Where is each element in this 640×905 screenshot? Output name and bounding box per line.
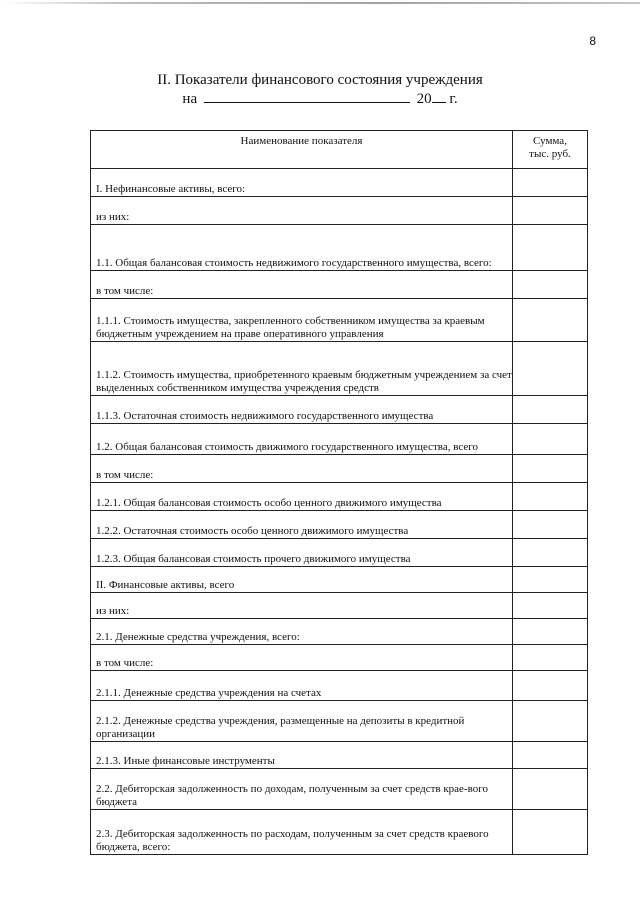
row-value bbox=[513, 197, 588, 225]
row-value bbox=[513, 701, 588, 742]
row-value bbox=[513, 271, 588, 299]
row-value bbox=[513, 225, 588, 271]
table-row bbox=[91, 225, 588, 271]
page-number: 8 bbox=[589, 34, 596, 48]
row-value bbox=[513, 511, 588, 539]
row-label: 2.1. Денежные средства учреждения, всего: bbox=[91, 619, 513, 645]
row-label: I. Нефинансовые активы, всего: bbox=[91, 169, 513, 197]
row-value bbox=[513, 455, 588, 483]
year-prefix: 20 bbox=[416, 91, 432, 107]
row-value bbox=[513, 810, 588, 855]
table-row bbox=[91, 593, 588, 619]
row-label: 2.1.1. Денежные средства учреждения на счетах bbox=[91, 671, 513, 701]
row-label: 1.2. Общая балансовая стоимость движимого государственного имущества, всего bbox=[91, 424, 513, 455]
section-title bbox=[0, 72, 640, 89]
year-blank bbox=[432, 89, 446, 103]
row-label: 1.2.3. Общая балансовая стоимость прочего движимого имущества bbox=[91, 539, 513, 567]
table-row bbox=[91, 567, 588, 593]
row-label: 1.2.1. Общая балансовая стоимость особо ценного движимого имущества bbox=[91, 483, 513, 511]
row-label: 1.1.1. Стоимость имущества, закрепленного собственником имущества за краевым бюджетным учреждением на праве оперативного управления bbox=[91, 299, 513, 342]
scan-edge-line bbox=[0, 2, 640, 4]
row-label: 2.3. Дебиторская задолженность по расходам, полученным за счет средств краевого бюджета, всего: bbox=[91, 810, 513, 855]
row-label: в том числе: bbox=[91, 455, 513, 483]
row-value bbox=[513, 539, 588, 567]
year-suffix: г. bbox=[449, 91, 458, 107]
table-row bbox=[91, 483, 588, 511]
row-label: 1.1.2. Стоимость имущества, приобретенного краевым бюджетным учреждением за счет выделенных собственником имущества учреждения средств bbox=[91, 342, 513, 396]
row-label: в том числе: bbox=[91, 271, 513, 299]
table-row bbox=[91, 396, 588, 424]
table-row bbox=[91, 342, 588, 396]
table-row bbox=[91, 299, 588, 342]
row-value bbox=[513, 619, 588, 645]
row-value bbox=[513, 742, 588, 769]
row-label: 1.1. Общая балансовая стоимость недвижимого государственного имущества, всего: bbox=[91, 225, 513, 271]
table-row bbox=[91, 645, 588, 671]
row-value bbox=[513, 299, 588, 342]
table-row bbox=[91, 810, 588, 855]
table-row bbox=[91, 671, 588, 701]
row-label: 2.1.2. Денежные средства учреждения, размещенные на депозиты в кредитной организации bbox=[91, 701, 513, 742]
row-label: II. Финансовые активы, всего bbox=[91, 567, 513, 593]
table-row bbox=[91, 701, 588, 742]
row-value bbox=[513, 169, 588, 197]
date-blank bbox=[204, 89, 410, 103]
table-row bbox=[91, 769, 588, 810]
row-label: 2.1.3. Иные финансовые инструменты bbox=[91, 742, 513, 769]
table-row bbox=[91, 742, 588, 769]
table-header-row bbox=[91, 131, 588, 169]
row-value bbox=[513, 396, 588, 424]
row-value bbox=[513, 593, 588, 619]
row-value bbox=[513, 342, 588, 396]
row-value bbox=[513, 671, 588, 701]
table-row bbox=[91, 455, 588, 483]
table-row bbox=[91, 169, 588, 197]
date-line bbox=[0, 89, 640, 108]
indicators-table bbox=[90, 130, 588, 855]
row-label: из них: bbox=[91, 197, 513, 225]
row-value bbox=[513, 424, 588, 455]
table-row bbox=[91, 424, 588, 455]
row-label: 2.2. Дебиторская задолженность по доходам, полученным за счет средств крае-вого бюджета bbox=[91, 769, 513, 810]
date-prefix: на bbox=[182, 91, 198, 107]
row-value bbox=[513, 645, 588, 671]
row-label: из них: bbox=[91, 593, 513, 619]
table-row bbox=[91, 197, 588, 225]
header-indicator-name: Наименование показателя bbox=[91, 131, 513, 169]
header-sum: Сумма, тыс. руб. bbox=[513, 131, 588, 169]
row-label: 1.2.2. Остаточная стоимость особо ценного движимого имущества bbox=[91, 511, 513, 539]
section-title-text: II. Показатели финансового состояния учреждения bbox=[157, 72, 483, 88]
table-row bbox=[91, 539, 588, 567]
table-row bbox=[91, 271, 588, 299]
row-value bbox=[513, 567, 588, 593]
row-label: 1.1.3. Остаточная стоимость недвижимого государственного имущества bbox=[91, 396, 513, 424]
table-row bbox=[91, 619, 588, 645]
row-value bbox=[513, 769, 588, 810]
table-row bbox=[91, 511, 588, 539]
row-label: в том числе: bbox=[91, 645, 513, 671]
row-value bbox=[513, 483, 588, 511]
